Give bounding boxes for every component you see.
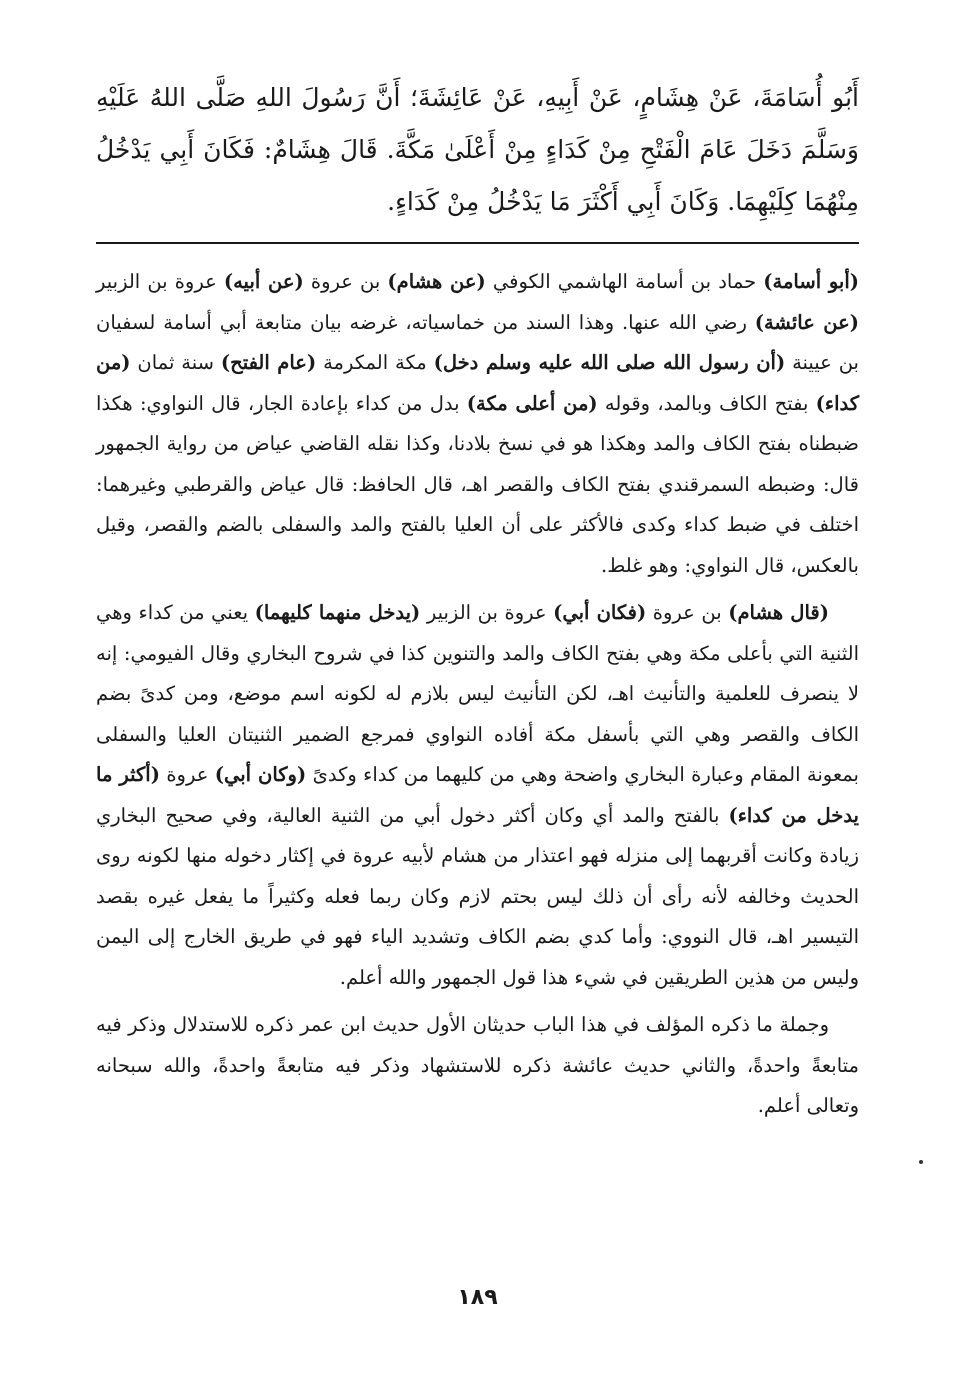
commentary-term: (عن عائشة) xyxy=(754,310,859,334)
commentary-term: (من كداء) xyxy=(96,351,860,415)
commentary-term: (أن رسول الله صلى الله عليه وسلم دخل) xyxy=(433,351,786,374)
commentary-text: رضي الله عنها. وهذا السند من خماسياته، غرضه بيان متابعة أبي أسامة لسفيان بن عيينة xyxy=(96,310,859,374)
commentary-text: مكة المكرمة xyxy=(316,351,434,374)
commentary-text: عروة بن الزبير xyxy=(96,270,224,293)
commentary-term: (أكثر ما يدخل من كداء) xyxy=(96,763,859,827)
commentary-paragraph-1 xyxy=(96,262,859,586)
commentary-term: (عن هشام) xyxy=(387,270,486,293)
commentary-term: (يدخل منهما كليهما) xyxy=(254,601,421,624)
commentary-block xyxy=(96,262,859,1134)
commentary-text: سنة ثمان xyxy=(130,351,221,374)
commentary-text: حماد بن أسامة الهاشمي الكوفي xyxy=(485,270,764,293)
commentary-text: عروة xyxy=(159,763,215,786)
commentary-text: بالفتح والمد أي وكان أكثر دخول أبي من الثنية العالية، وفي صحيح البخاري زيادة وكانت أقربهما إلى منزله فهو اعتذار من هشام لأبيه عروة في إكثار دخوله منها لكونه روى الحديث وخالفه لأنه رأى أن ذلك ليس بحتم لازم وكان ربما فعله وكثيراً ما يفعل غيره بقصد التيسير اهـ، قال النووي: وأما كدي بضم الكاف وتشديد الياء فهو في طريق الخارج إلى اليمن وليس من هذين الطريقين في شيء هذا قول الجمهور والله أعلم. xyxy=(96,803,859,989)
commentary-term: (من أعلى مكة) xyxy=(466,391,598,415)
commentary-term: (عن أبيه) xyxy=(223,270,304,293)
commentary-term: (وكان أبي) xyxy=(214,763,307,786)
commentary-term: (أبو أسامة) xyxy=(763,270,859,293)
section-divider xyxy=(96,242,859,244)
commentary-term: (فكان أبي) xyxy=(553,601,647,624)
hadith-text: أَبُو أُسَامَةَ، عَنْ هِشَامٍ، عَنْ أَبِيهِ، عَنْ عَائِشَةَ؛ أَنَّ رَسُولَ اللهِ صَلَّى اللهُ عَلَيْهِ وَسَلَّمَ دَخَلَ عَامَ الْفَتْحِ مِنْ كَدَاءٍ مِنْ أَعْلَىٰ مَكَّةَ. قَالَ هِشَامٌ: فَكَانَ أَبِي يَدْخُلُ مِنْهُمَا كِلَيْهِمَا. وَكَانَ أَبِي أَكْثَرَ مَا يَدْخُلُ مِنْ كَدَاءٍ. xyxy=(96,83,859,216)
commentary-term: (عام الفتح) xyxy=(220,351,317,374)
hadith-text-block xyxy=(96,72,859,228)
commentary-text: عروة بن الزبير xyxy=(420,601,554,624)
commentary-term: (قال هشام) xyxy=(728,601,829,624)
commentary-text: بن عروة xyxy=(646,601,729,624)
commentary-text: بن عروة xyxy=(303,270,388,293)
commentary-text: يعني من كداء وهي الثنية التي بأعلى مكة وهي بفتح الكاف والمد والتنوين كذا في شروح البخاري وقال الفيومي: إنه لا ينصرف للعلمية والتأنيث اهـ، لكن التأنيث ليس بلازم له لكونه اسم موضع، ومن كدىً بضم الكاف والقصر وهي التي بأسفل مكة أفاده النواوي فمرجع الضمير الثنيتان العليا والسفلى بمعونة المقام وعبارة البخاري واضحة وهي من كليهما من كداء وكدىً xyxy=(96,601,860,786)
page-number: ١٨٩ xyxy=(457,1285,498,1310)
commentary-paragraph-2 xyxy=(96,593,859,998)
commentary-paragraph-3: وجملة ما ذكره المؤلف في هذا الباب حديثان الأول حديث ابن عمر ذكره للاستدلال وذكر فيه متابعةً واحدةً، والثاني حديث عائشة ذكره للاستشهاد وذكر فيه متابعةً واحدةً، والله سبحانه وتعالى أعلم. xyxy=(96,1013,859,1117)
commentary-text: بدل من كداء بإعادة الجار، قال النواوي: هكذا ضبطناه بفتح الكاف والمد وهكذا هو في نسخ بلادنا، وكذا نقله القاضي عياض من رواية الجمهور قال: وضبطه السمرقندي بفتح الكاف والقصر اهـ، قال الحافظ: قال عياض والقرطبي وغيرهما: اختلف في ضبط كداء وكدى فالأكثر على أن العليا بالفتح والمد والسفلى بالضم والقصر، وقيل بالعكس، قال النواوي: وهو غلط. xyxy=(96,391,859,577)
commentary-text: بفتح الكاف وبالمد، وقوله xyxy=(597,391,816,415)
margin-dot xyxy=(919,1160,923,1164)
